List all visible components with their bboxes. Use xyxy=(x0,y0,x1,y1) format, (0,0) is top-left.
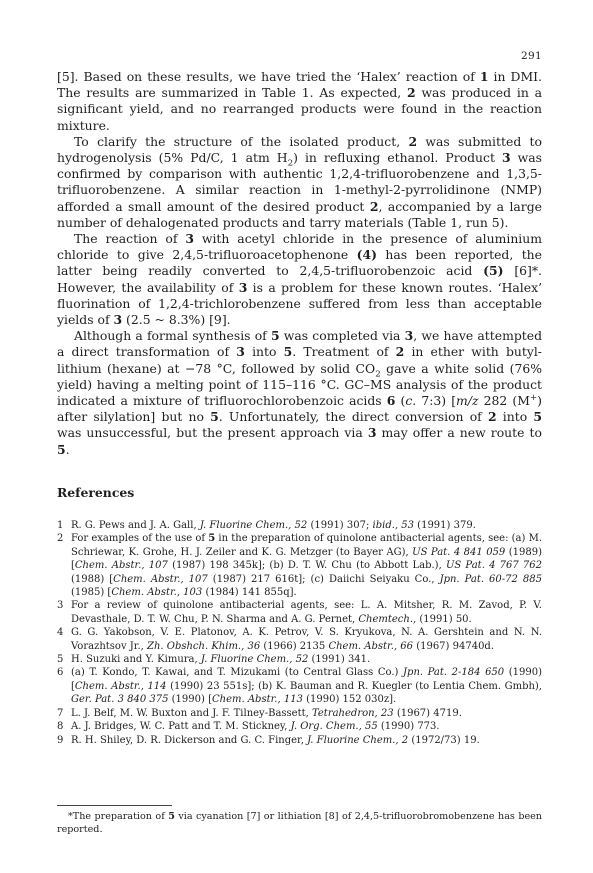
paragraph: To clarify the structure of the isolated product, 2 was submitted to hydrogenolysis (5% Pd/C, 1 atm $H_2$) in refluxing ethanol. Product 3 was confirmed by comparison with authentic 1,2,4-trifluorobenzene and 1,3,5-trifluorobenzene. A similar reaction in 1-methyl-2-pyrrolidinone (NMP) afforded a small amount of the desired product 2, accompanied by a large number of dehalogenated products and tarry materials (Table 1, run 5). xyxy=(57,133,542,230)
reference-item: 7 L. J. Belf, M. W. Buxton and J. F. Tilney-Bassett, Tetrahedron, 23 (1967) 4719. xyxy=(57,707,462,719)
reference-list xyxy=(57,519,542,747)
reference-item: 6 (a) T. Kondo, T. Kawai, and T. Mizukami (to Central Glass Co.) Jpn. Pat. 2-184 650 (1990) [Chem. Abstr., 114 (1990) 23 551s]; (b) K. Bauman and R. Kuegler (to Lentia Chem. Gmbh), Ger. Pat. 3 840 375 (1990) [Chem. Abstr., 113 (1990) 152 030z]. xyxy=(57,667,543,706)
paragraph: [5]. Based on these results, we have tried the ‘Halex’ reaction of 1 in DMI. The results are summarized in Table 1. As expected, 2 was produced in a significant yield, and no rearranged products were found in the reaction mixture. xyxy=(57,69,542,133)
reference-item: 5 H. Suzuki and Y. Kimura, J. Fluorine Chem., 52 (1991) 341. xyxy=(57,654,371,666)
reference-item: 8 A. J. Bridges, W. C. Patt and T. M. Stickney, J. Org. Chem., 55 (1990) 773. xyxy=(57,721,440,733)
paragraph: Although a formal synthesis of 5 was completed via 3, we have attempted a direct transformation of 3 into 5. Treatment of 2 in ether with butyl-lithium (hexane) at −78 °C, followed by solid $CO_2$ gave a white solid (76% yield) having a melting point of 115–116 °C. GC–MS analysis of the product indicated a mixture of trifluorochlorobenzoic acids 6 (c. 7:3) [m/z 282 (M+) after silylation] but no 5. Unfortunately, the direct conversion of 2 into 5 was unsuccessful, but the present approach via 3 may offer a new route to 5. xyxy=(57,328,542,457)
body-text xyxy=(57,69,542,458)
reference-item: 2 For examples of the use of 5 in the preparation of quinolone antibacterial agents, see: (a) M. Schriewar, K. Grohe, H. J. Zeiler and K. G. Metzger (to Bayer AG), US Pat. 4 841 059 (1989) [Chem. Abstr., 107 (1987) 198 345k]; (b) D. T. W. Chu (to Abbott Lab.), US Pat. 4 767 762 (1988) [Chem. Abstr., 107 (1987) 217 616t]; (c) Daiichi Seiyaku Co., Jpn. Pat. 60-72 885 (1985) [Chem. Abstr., 103 (1984) 141 855q]. xyxy=(57,533,543,599)
footnote: *The preparation of 5 via cyanation [7] or lithiation [8] of 2,4,5-trifluorobromobenzene has been reported. xyxy=(57,811,542,835)
reference-item: 1 R. G. Pews and J. A. Gall, J. Fluorine Chem., 52 (1991) 307; ibid., 53 (1991) 379. xyxy=(57,520,476,531)
reference-item: 3 For a review of quinolone antibacterial agents, see: L. A. Mitsher, R. M. Zavod, P. V. Devasthale, D. T. W. Chu, P. N. Sharma and A. G. Pernet, Chemtech., (1991) 50. xyxy=(57,600,542,625)
paragraph: The reaction of 3 with acetyl chloride in the presence of aluminium chloride to give 2,4,5-trifluoroacetophenone (4) has been reported, the latter being readily converted to 2,4,5-trifluorobenzoic acid (5) [6]*. However, the availability of 3 is a problem for these known routes. ‘Halex’ fluorination of 1,2,4-trichlorobenzene suffered from less than acceptable yields of 3 (2.5 ~ 8.3%) [9]. xyxy=(57,231,543,328)
reference-item: 4 G. G. Yakobson, V. E. Platonov, A. K. Petrov, V. S. Kryukova, N. A. Gershtein and N. N. Vorazhtsov Jr., Zh. Obshch. Khim., 36 (1966) 2135 Chem. Abstr., 66 (1967) 94740d. xyxy=(57,627,542,652)
references-heading: References xyxy=(57,485,135,500)
reference-item: 9 R. H. Shiley, D. R. Dickerson and G. C. Finger, J. Fluorine Chem., 2 (1972/73) 19. xyxy=(57,734,480,746)
footnote-rule xyxy=(57,805,172,806)
page-number: 291 xyxy=(521,50,542,62)
